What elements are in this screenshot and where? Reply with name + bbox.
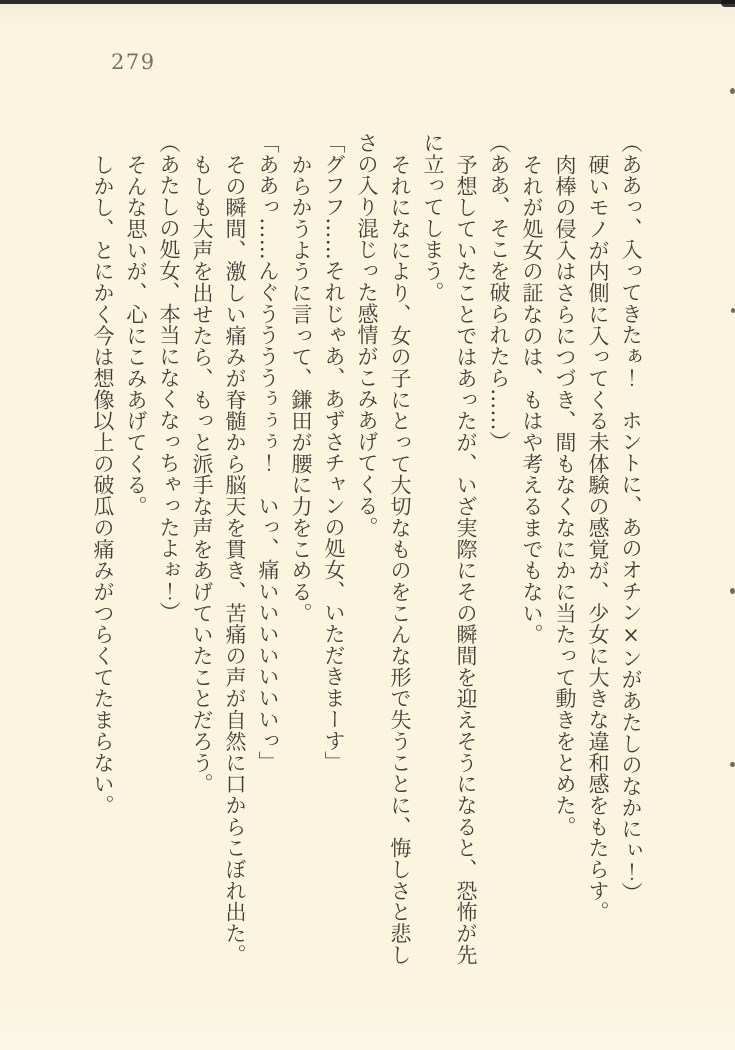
- novel-paragraph: そんな思いが、心にこみあげてくる。: [124, 153, 148, 517]
- novel-paragraph: からかうように言って、鎌田が腰に力をこめる。: [289, 153, 313, 624]
- scan-speck-artifact: [730, 588, 735, 594]
- novel-paragraph: 肉棒の侵入はさらにつづき、間もなくなにかに当たって動きをとめた。: [553, 153, 577, 837]
- novel-paragraph: （あたしの処女、本当になくなっちゃったよぉ！）: [157, 132, 181, 624]
- novel-paragraph: それになにより、女の子にとって大切なものをこんな形で失うことに、悔しさと悲しさの入り混じった感情がこみあげてくる。: [355, 132, 412, 965]
- scan-speck-artifact: [730, 762, 735, 767]
- novel-paragraph: 予想していたことではあったが、いざ実際にその瞬間を迎えそうになると、恐怖が先に立ってしまう。: [421, 132, 478, 965]
- page-number: 279: [111, 50, 156, 74]
- novel-paragraph: その瞬間、激しい痛みが脊髄から脳天を貫き、苦痛の声が自然に口からこぼれ出た。: [223, 153, 247, 965]
- vertical-text-block: [86, 132, 647, 966]
- scan-speck-artifact: [730, 88, 735, 94]
- novel-paragraph: それが処女の証なのは、もはや考えるまでもない。: [520, 153, 544, 645]
- novel-paragraph: （ああっ、入ってきたぁ！ ホントに、あのオチン×ンがあたしのなかにぃ！）: [619, 132, 643, 904]
- novel-paragraph: 「グフフ……それじゃあ、あずさチャンの処女、いただきまーす」: [322, 132, 346, 773]
- novel-paragraph: 硬いモノが内側に入ってくる未体験の感覚が、少女に大きな違和感をもたらす。: [586, 153, 610, 923]
- novel-paragraph: もしも大声を出せたら、もっと派手な声をあげていたことだろう。: [190, 153, 214, 794]
- novel-paragraph: （ああ、そこを破られたら……）: [487, 132, 511, 453]
- scan-edge-artifact-corner: [721, 0, 735, 7]
- scan-edge-artifact-top: [0, 0, 735, 4]
- novel-paragraph: しかし、とにかく今は想像以上の破瓜の痛みがつらくてたまらない。: [91, 153, 115, 816]
- novel-paragraph: 「ああっ……んぐううううぅぅぅ！ いっ、痛いいいいいいいっ」: [256, 132, 280, 773]
- scan-speck-artifact: [731, 308, 735, 313]
